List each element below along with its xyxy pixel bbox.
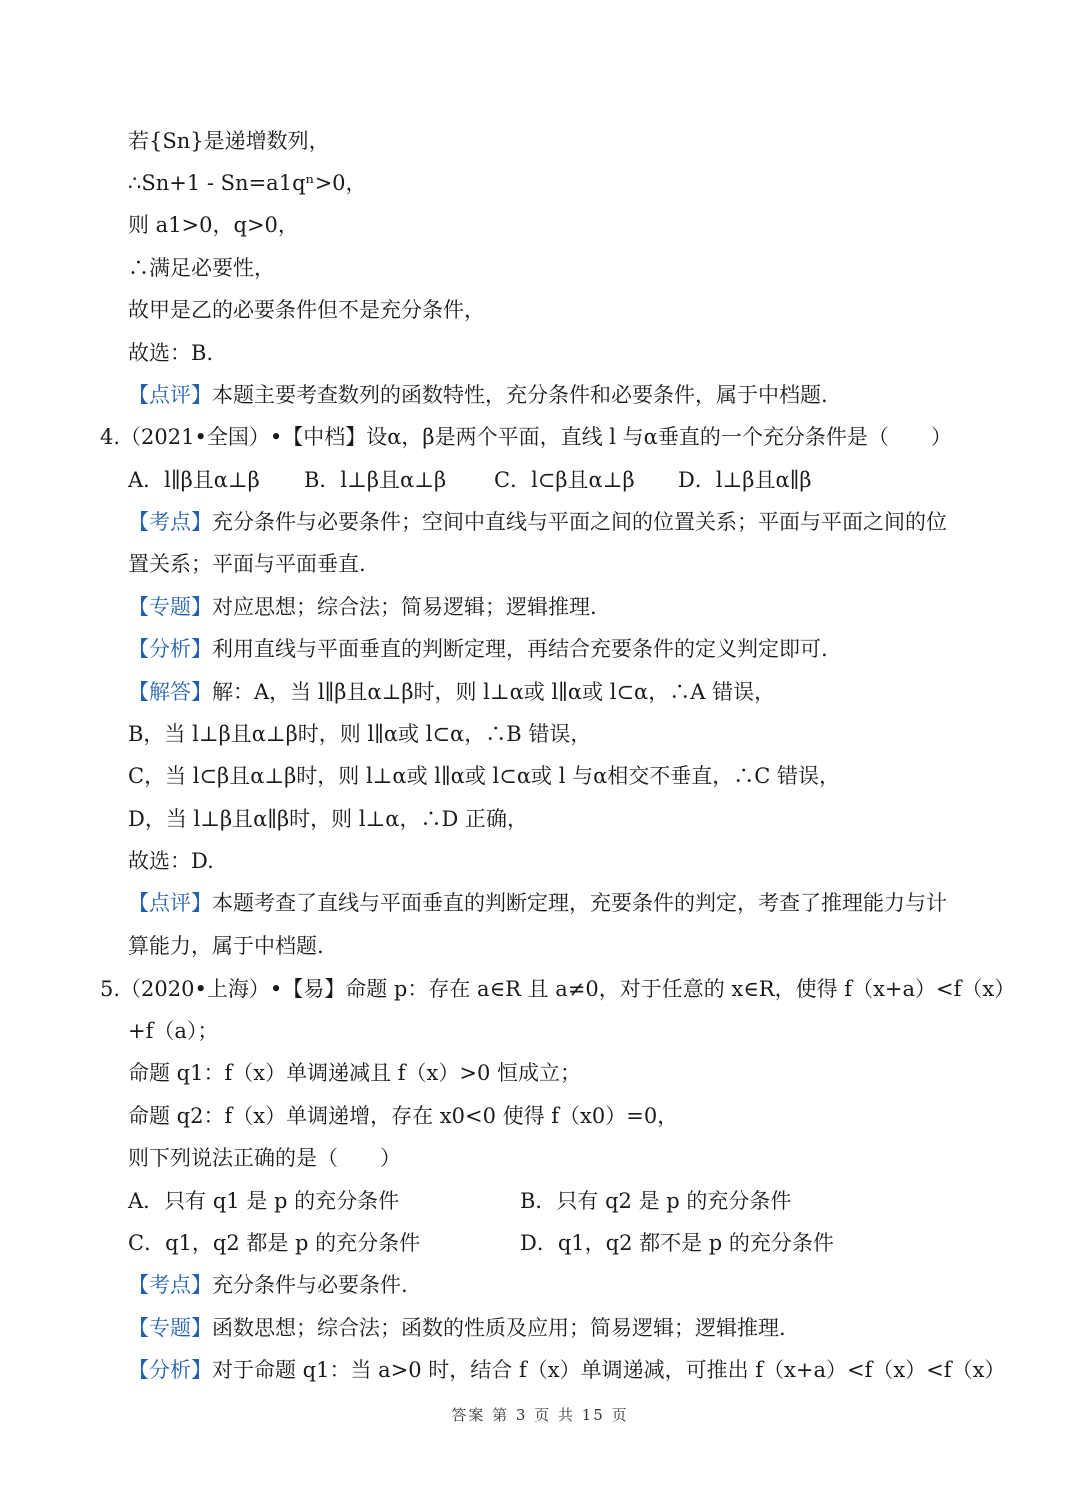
zhuanti-text: 函数思想；综合法；函数的性质及应用；简易逻辑；逻辑推理. [212,1316,786,1340]
text-line: 故甲是乙的必要条件但不是充分条件， [128,298,485,322]
comment-tag: 【点评】 [128,891,212,915]
comment-text: 本题主要考查数列的函数特性，充分条件和必要条件，属于中档题. [212,383,828,407]
jieda-line: D，当 l⊥β且α∥β时，则 l⊥α，∴D 正确， [128,807,528,831]
comment-continued: 算能力，属于中档题. [128,934,324,958]
page-footer: 答案 第 3 页 共 15 页 [451,1406,629,1424]
fenxi-text: 对于命题 q1：当 a>0 时，结合 f（x）单调递减，可推出 f（x+a）<f（x）<f（x） [212,1358,1006,1382]
jieda-text: 解：A，当 l∥β且α⊥β时，则 l⊥α或 l∥α或 l⊂α，∴A 错误， [212,680,776,704]
fenxi-line [128,634,984,664]
kaodian-text: 充分条件与必要条件. [212,1273,408,1297]
kaodian-line [128,507,984,537]
option-c: C．q1，q2 都是 p 的充分条件 [128,1231,421,1255]
comment-line [128,380,984,410]
jieda-line: B，当 l⊥β且α⊥β时，则 l∥α或 l⊂α，∴B 错误， [128,722,592,746]
kaodian-tag: 【考点】 [128,510,212,534]
jieda-line: C，当 l⊂β且α⊥β时，则 l⊥α或 l∥α或 l⊂α或 l 与α相交不垂直，∴C 错误， [128,764,841,788]
fenxi-tag: 【分析】 [128,637,212,661]
text-line: ∴Sn+1 - Sn=a1qⁿ>0， [128,171,367,195]
fenxi-tag: 【分析】 [128,1358,212,1382]
option-d: D．q1，q2 都不是 p 的充分条件 [520,1231,834,1255]
zhuanti-tag: 【专题】 [128,595,212,619]
question-5-options-row1 [128,1186,984,1216]
option-b: B．l⊥β且α⊥β [304,468,447,492]
kaodian-tag: 【考点】 [128,1273,212,1297]
kaodian-text: 充分条件与必要条件；空间中直线与平面之间的位置关系；平面与平面之间的位 [212,510,947,534]
text-line: 故选：B. [128,341,214,365]
comment-tag: 【点评】 [128,383,212,407]
kaodian-line [128,1270,984,1300]
option-a: A．l∥β且α⊥β [128,468,260,492]
comment-text: 本题考查了直线与平面垂直的判断定理，充要条件的判定，考查了推理能力与计 [212,891,947,915]
zhuanti-line [128,1313,984,1343]
proposition-q1: 命题 q1：f（x）单调递减且 f（x）>0 恒成立； [128,1061,582,1085]
question-5-stem-continued: +f（a）； [128,1019,219,1043]
jieda-tag: 【解答】 [128,680,212,704]
option-b: B．只有 q2 是 p 的充分条件 [520,1189,792,1213]
option-d: D．l⊥β且α∥β [678,468,812,492]
text-line: 则 a1>0，q>0， [128,213,299,237]
text-line: ∴满足必要性， [128,256,275,280]
jieda-line: 故选：D. [128,849,214,873]
zhuanti-line [128,592,984,622]
proposition-q2: 命题 q2：f（x）单调递增，存在 x0<0 使得 f（x0）=0， [128,1104,679,1128]
question-5-options-row2 [128,1228,984,1258]
zhuanti-text: 对应思想；综合法；简易逻辑；逻辑推理. [212,595,597,619]
question-5-ask: 则下列说法正确的是（ ） [128,1146,401,1170]
fenxi-line [128,1355,1006,1385]
kaodian-continued: 置关系；平面与平面垂直. [128,552,366,576]
fenxi-text: 利用直线与平面垂直的判断定理，再结合充要条件的定义判定即可. [212,637,828,661]
zhuanti-tag: 【专题】 [128,1316,212,1340]
text-line: 若{Sn}是递增数列， [128,129,330,153]
option-c: C．l⊂β且α⊥β [494,468,635,492]
option-a: A．只有 q1 是 p 的充分条件 [128,1189,400,1213]
comment-line [128,888,984,918]
question-4-stem: 4.（2021•全国）•【中档】设α，β是两个平面，直线 l 与α垂直的一个充分条件是（ ） [100,425,952,449]
question-4-options [128,465,984,495]
question-5-stem: 5.（2020•上海）•【易】命题 p：存在 a∈R 且 a≠0，对于任意的 x∈R，使得 f（x+a）<f（x） [100,977,1016,1001]
jieda-line [128,677,984,707]
